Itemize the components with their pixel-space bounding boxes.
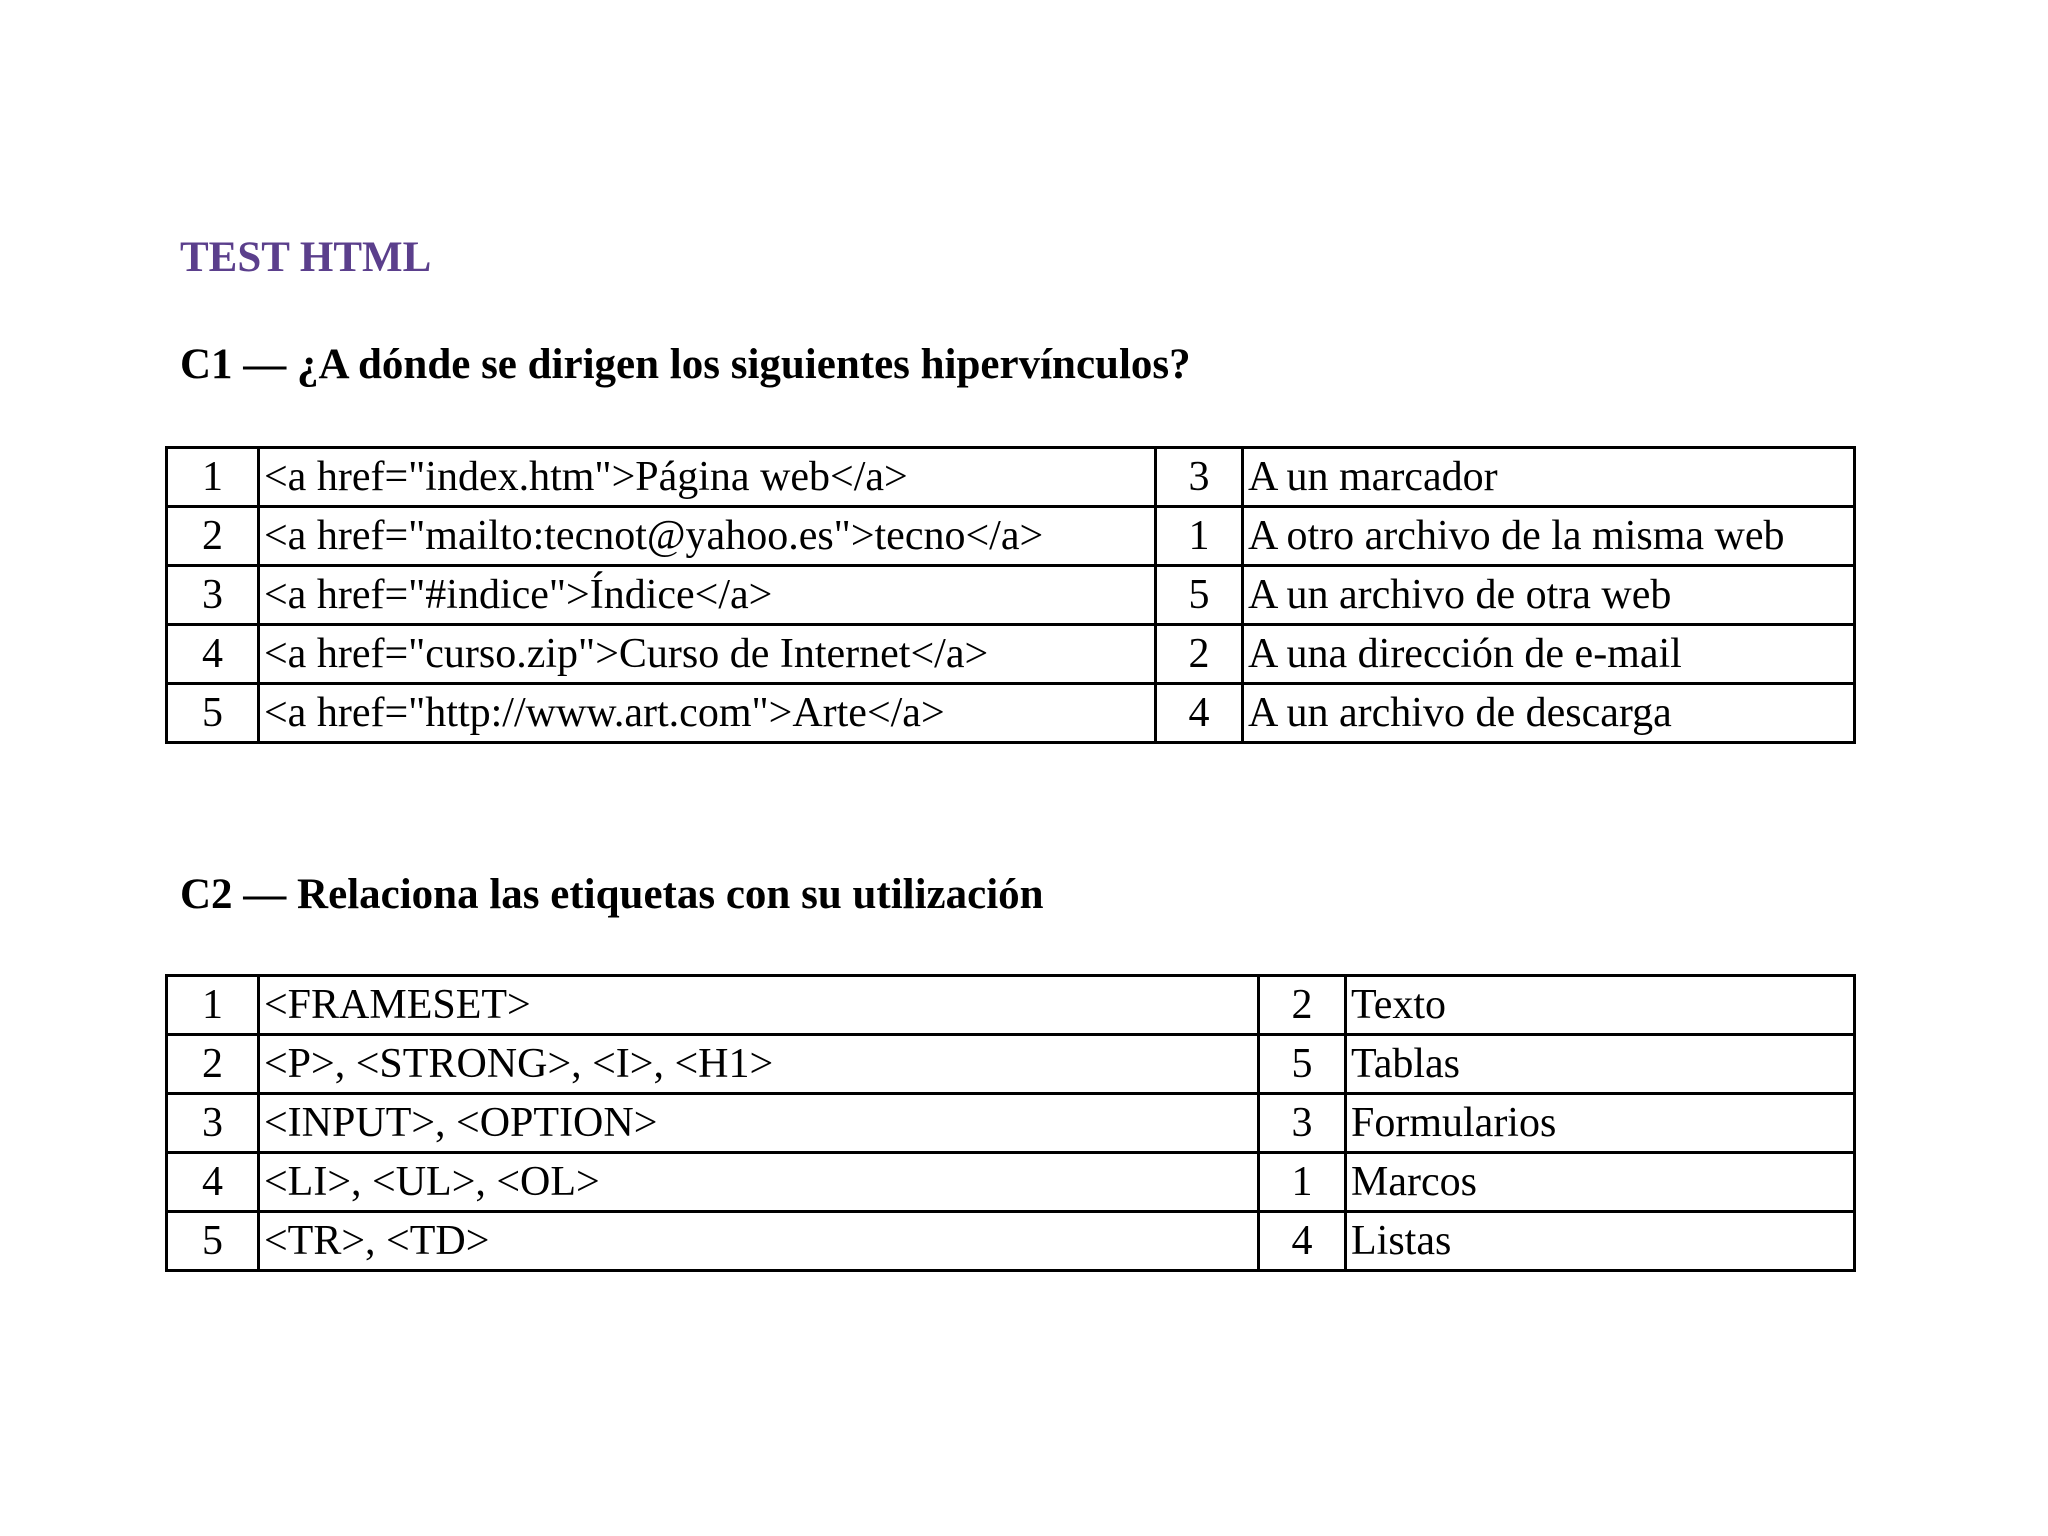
- tag-list: <P>, <STRONG>, <I>, <H1>: [259, 1035, 1259, 1094]
- table-row: [167, 684, 1855, 743]
- table-row: [167, 1212, 1855, 1271]
- hyperlink-code: <a href="curso.zip">Curso de Internet</a>: [259, 625, 1156, 684]
- usage-description: Tablas: [1346, 1035, 1855, 1094]
- tag-list: <TR>, <TD>: [259, 1212, 1259, 1271]
- item-number: 5: [167, 684, 259, 743]
- answer-number: 4: [1156, 684, 1243, 743]
- item-number: 5: [167, 1212, 259, 1271]
- tag-list: <FRAMESET>: [259, 976, 1259, 1035]
- item-number: 3: [167, 566, 259, 625]
- table-row: [167, 448, 1855, 507]
- hyperlink-code: <a href="index.htm">Página web</a>: [259, 448, 1156, 507]
- answer-number: 3: [1156, 448, 1243, 507]
- c2-table: [165, 974, 1856, 1272]
- item-number: 2: [167, 507, 259, 566]
- table-row: [167, 507, 1855, 566]
- c2-heading: C2 — Relaciona las etiquetas con su utilización: [180, 871, 1044, 918]
- item-number: 1: [167, 976, 259, 1035]
- table-row: [167, 1035, 1855, 1094]
- item-number: 3: [167, 1094, 259, 1153]
- answer-number: 2: [1156, 625, 1243, 684]
- destination-description: A un marcador: [1243, 448, 1855, 507]
- table-row: [167, 1094, 1855, 1153]
- c1-heading: C1 — ¿A dónde se dirigen los siguientes hipervínculos?: [180, 341, 1191, 388]
- item-number: 1: [167, 448, 259, 507]
- hyperlink-code: <a href="mailto:tecnot@yahoo.es">tecno</a>: [259, 507, 1156, 566]
- item-number: 2: [167, 1035, 259, 1094]
- destination-description: A otro archivo de la misma web: [1243, 507, 1855, 566]
- destination-description: A un archivo de descarga: [1243, 684, 1855, 743]
- c1-table: [165, 446, 1856, 744]
- item-number: 4: [167, 1153, 259, 1212]
- hyperlink-code: <a href="http://www.art.com">Arte</a>: [259, 684, 1156, 743]
- answer-number: 1: [1156, 507, 1243, 566]
- document-title: TEST HTML: [180, 234, 432, 281]
- usage-description: Formularios: [1346, 1094, 1855, 1153]
- destination-description: A una dirección de e-mail: [1243, 625, 1855, 684]
- tag-list: <INPUT>, <OPTION>: [259, 1094, 1259, 1153]
- usage-description: Listas: [1346, 1212, 1855, 1271]
- answer-number: 2: [1259, 976, 1346, 1035]
- table-row: [167, 1153, 1855, 1212]
- tag-list: <LI>, <UL>, <OL>: [259, 1153, 1259, 1212]
- table-row: [167, 566, 1855, 625]
- answer-number: 5: [1156, 566, 1243, 625]
- answer-number: 4: [1259, 1212, 1346, 1271]
- destination-description: A un archivo de otra web: [1243, 566, 1855, 625]
- table-row: [167, 976, 1855, 1035]
- usage-description: Marcos: [1346, 1153, 1855, 1212]
- answer-number: 3: [1259, 1094, 1346, 1153]
- hyperlink-code: <a href="#indice">Índice</a>: [259, 566, 1156, 625]
- usage-description: Texto: [1346, 976, 1855, 1035]
- answer-number: 1: [1259, 1153, 1346, 1212]
- table-row: [167, 625, 1855, 684]
- item-number: 4: [167, 625, 259, 684]
- answer-number: 5: [1259, 1035, 1346, 1094]
